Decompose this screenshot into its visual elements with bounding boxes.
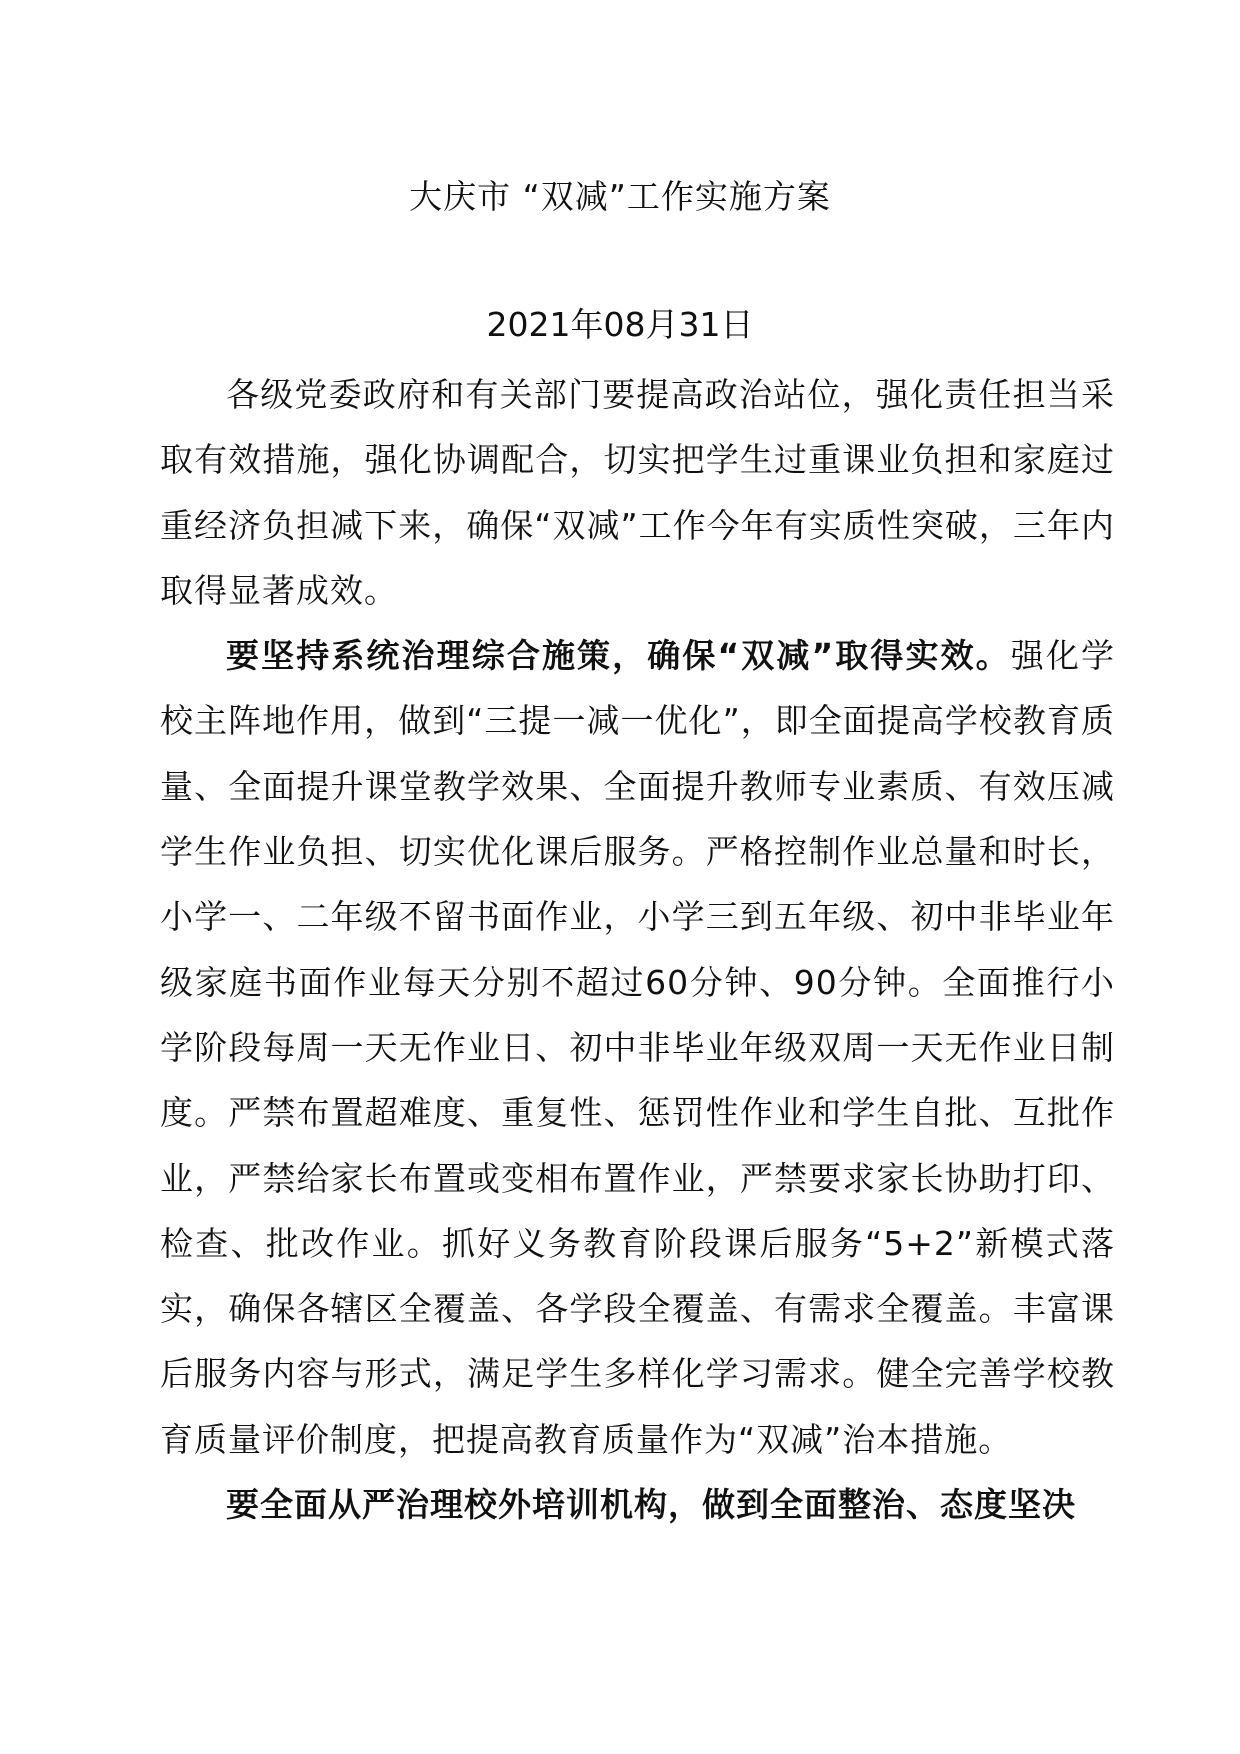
document-date: 2021年08月31日 [486, 305, 754, 344]
document-title: 大庆市 “双减”工作实施方案 [409, 177, 831, 216]
paragraph-text: 各级党委政府和有关部门要提高政治站位，强化责任担当采取有效措施，强化协调配合，切实把学生过重课业负担和家庭过重经济负担减下来，确保“双减”工作今年有实质性突破，三年内取得显著成效。 [160, 375, 1115, 610]
paragraph-intro [160, 362, 1115, 623]
paragraph-text: 强化学校主阵地作用，做到“三提一减一优化”，即全面提高学校教育质量、全面提升课堂教学效果、全面提升教师专业素质、有效压减学生作业负担、切实优化课后服务。严格控制作业总量和时长，小学一、二年级不留书面作业，小学三到五年级、初中非毕业年级家庭书面作业每天分别不超过60分钟、90分钟。全面推行小学阶段每周一天无作业日、初中非毕业年级双周一天无作业日制度。严禁布置超难度、重复性、惩罚性作业和学生自批、互批作业，严禁给家长布置或变相布置作业，严禁要求家长协助打印、检查、批改作业。抓好义务教育阶段课后服务“5+2”新模式落实，确保各辖区全覆盖、各学段全覆盖、有需求全覆盖。丰富课后服务内容与形式，满足学生多样化学习需求。健全完善学校教育质量评价制度，把提高教育质量作为“双减”治本措施。 [160, 636, 1115, 1459]
paragraph-system-governance [160, 623, 1115, 1472]
paragraph-lead: 要全面从严治理校外培训机构，做到全面整治、态度坚决 [226, 1485, 1076, 1525]
paragraph-lead: 要坚持系统治理综合施策，确保“双减”取得实效。 [226, 636, 1011, 676]
paragraph-offcampus-training [160, 1472, 1115, 1537]
document-body [160, 362, 1115, 1537]
